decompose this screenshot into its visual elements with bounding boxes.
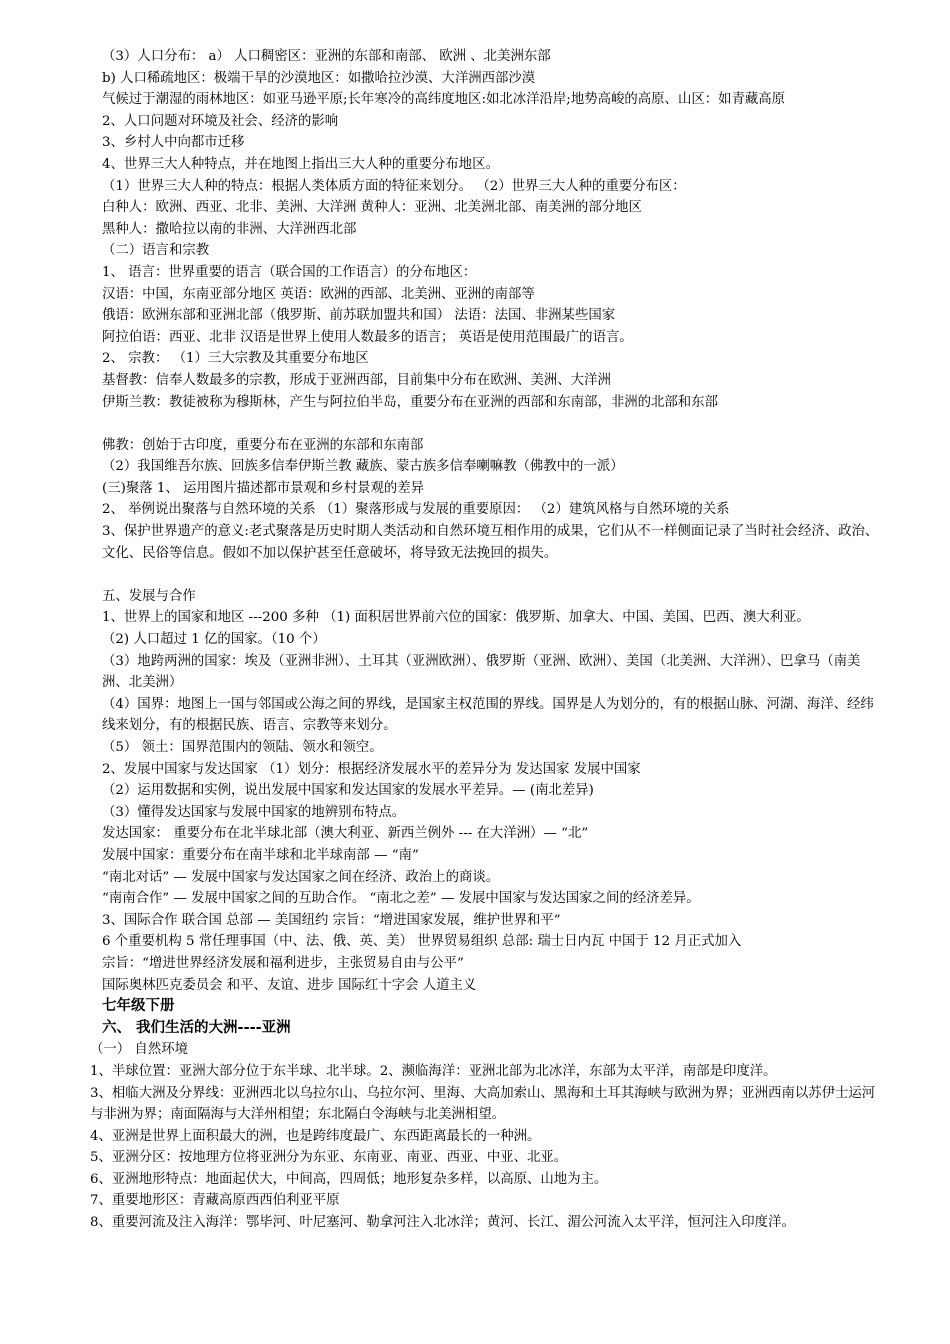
- text-line: 8、重要河流及注入海洋：鄂毕河、叶尼塞河、勒拿河注入北冰洋；黄河、长江、湄公河流入太平洋，恒河注入印度洋。: [90, 1215, 795, 1231]
- text-line: （1）世界三大人种的特点：根据人类体质方面的特征来划分。 （2）世界三大人种的重要分布区：: [102, 178, 686, 194]
- text-line: “南北对话” — 发展中国家与发达国家之间在经济、政治上的商谈。: [102, 869, 500, 885]
- text-line: 2、 举例说出聚落与自然环境的关系 （1）聚落形成与发展的重要原因： （2）建筑风格与自然环境的关系: [102, 502, 730, 518]
- text-line: 2、 宗教： （1）三大宗教及其重要分布地区: [102, 351, 369, 367]
- text-line: 宗旨：“增进世界经济发展和福利进步，主张贸易自由与公平”: [102, 955, 464, 971]
- text-line: 2、发展中国家与发达国家 （1）划分：根据经济发展水平的差异分为 发达国家 发展中国家: [102, 761, 641, 777]
- text-line: (三)聚落 1、 运用图片描述都市景观和乡村景观的差异: [102, 480, 425, 496]
- text-line: 俄语：欧洲东部和亚洲北部（俄罗斯、前苏联加盟共和国） 法语：法国、非洲某些国家: [102, 308, 616, 324]
- subsection-heading: （一） 自然环境: [90, 1042, 188, 1058]
- text-line: 6 个重要机构 5 常任理事国（中、法、俄、英、美） 世界贸易组织 总部: 瑞士日内瓦 中国于 12 月正式加入: [102, 934, 742, 950]
- text-line: （3）懂得发达国家与发展中国家的地辨别布特点。: [102, 804, 406, 820]
- text-line: 1、 语言：世界重要的语言（联合国的工作语言）的分布地区：: [102, 264, 477, 280]
- text-line: 4、世界三大人种特点，并在地图上指出三大人种的重要分布地区。: [102, 156, 499, 172]
- text-line: 发展中国家：重要分布在南半球和北半球南部 — “南”: [102, 847, 419, 863]
- text-line: 发达国家： 重要分布在北半球北部（澳大利亚、新西兰例外 --- 在大洋洲）— “北”: [102, 826, 589, 842]
- text-line: “南南合作” — 发展中国家之间的互助合作。 “南北之差” — 发展中国家与发达国家之间的经济差异。: [102, 891, 700, 907]
- text-line: （3）人口分布： a） 人口稠密区：亚洲的东部和南部、 欧洲 、北美洲东部: [102, 49, 551, 64]
- text-line: 6、亚洲地形特点：地面起伏大，中间高，四周低；地形复杂多样，以高原、山地为主。: [90, 1171, 608, 1187]
- text-line: （2) 人口超过 1 亿的国家。（10 个）: [102, 632, 326, 648]
- blank-line: [102, 564, 884, 586]
- text-line: 3、国际合作 联合国 总部 — 美国纽约 宗旨：“增进国家发展，维护世界和平”: [102, 912, 561, 928]
- text-line: 3、乡村人中向都市迁移: [102, 135, 245, 151]
- text-line: 国际奥林匹克委员会 和平、友谊、进步 国际红十字会 人道主义: [102, 977, 477, 993]
- text-line: （3）地跨两洲的国家：埃及（亚洲非洲）、土耳其（亚洲欧洲）、俄罗斯（亚洲、欧洲）、美国（北美洲、大洋洲）、巴拿马（南美洲、北美洲）: [102, 653, 861, 691]
- section-heading: 五、发展与合作: [102, 588, 196, 604]
- text-line: 白种人：欧洲、西亚、北非、美洲、大洋洲 黄种人：亚洲、北美洲北部、南美洲的部分地区: [102, 200, 642, 216]
- text-line: 基督教：信奉人数最多的宗教，形成于亚洲西部，目前集中分布在欧洲、美洲、大洋洲: [102, 372, 611, 388]
- chapter-title: 六、 我们生活的大洲----亚洲: [102, 1019, 291, 1036]
- text-line: （5） 领土：国界范围内的领陆、领水和领空。: [102, 740, 383, 755]
- text-line: （4）国界：地图上一国与邻国或公海之间的界线，是国家主权范围的界线。国界是人为划分的，有的根据山脉、河湖、海洋、经纬线来划分，有的根据民族、语言、宗教等来划分。: [102, 696, 874, 734]
- text-line: 3、保护世界遗产的意义:老式聚落是历史时期人类活动和自然环境互相作用的成果，它们从不一样侧面记录了当时社会经济、政治、文化、民俗等信息。假如不加以保护甚至任意破坏，将导致无法挽回的损失。: [102, 524, 879, 561]
- text-line: 佛教：创始于古印度，重要分布在亚洲的东部和东南部: [102, 437, 424, 453]
- text-line: 2、人口问题对环境及社会、经济的影响: [102, 113, 339, 129]
- section-heading: （二）语言和宗教: [102, 243, 210, 259]
- text-line: 黑种人：撒哈拉以南的非洲、大洋洲西北部: [102, 221, 357, 237]
- text-line: （2）运用数据和实例，说出发展中国家和发达国家的发展水平差异。— (南北差异): [102, 783, 594, 799]
- text-line: 阿拉伯语：西亚、北非 汉语是世界上使用人数最多的语言； 英语是使用范围最广的语言。: [102, 329, 633, 345]
- text-line: 7、重要地形区：青藏高原西西伯利亚平原: [90, 1193, 340, 1209]
- blank-line: [102, 413, 884, 435]
- text-line: 5、亚洲分区：按地理方位将亚洲分为东亚、东南亚、南亚、西亚、中亚、北亚。: [90, 1150, 568, 1166]
- text-line: （2）我国维吾尔族、回族多信奉伊斯兰教 藏族、蒙古族多信奉喇嘛教（佛教中的一派）: [102, 459, 624, 475]
- text-line: 1、世界上的国家和地区 ---200 多种 （1) 面积居世界前六位的国家：俄罗斯、加拿大、中国、美国、巴西、澳大利亚。: [102, 610, 810, 626]
- text-line: b) 人口稀疏地区：极端干旱的沙漠地区：如撒哈拉沙漠、大洋洲西部沙漠: [102, 70, 536, 86]
- text-line: 3、相临大洲及分界线：亚洲西北以乌拉尔山、乌拉尔河、里海、大高加索山、黑海和土耳其海峡与欧洲为界；亚洲西南以苏伊士运河与非洲为界；南面隔海与大洋州相望；东北隔白令海峡与北美洲相望。: [90, 1085, 876, 1123]
- text-line: 1、半球位置：亚洲大部分位于东半球、北半球。2、濒临海洋：亚洲北部为北冰洋，东部为太平洋，南部是印度洋。: [90, 1063, 777, 1079]
- book-title: 七年级下册: [102, 998, 175, 1015]
- text-line: 汉语：中国，东南亚部分地区 英语：欧洲的西部、北美洲、亚洲的南部等: [102, 286, 535, 302]
- text-line: 伊斯兰教：教徒被称为穆斯林，产生与阿拉伯半岛，重要分布在亚洲的西部和东南部，非洲的北部和东部: [102, 394, 718, 410]
- text-line: 4、亚洲是世界上面积最大的洲，也是跨纬度最广、东西距离最长的一种洲。: [90, 1128, 541, 1144]
- text-line: 气候过于潮湿的雨林地区：如亚马逊平原;长年寒冷的高纬度地区:如北冰洋沿岸;地势高峻的高原、山区：如青藏高原: [102, 92, 786, 108]
